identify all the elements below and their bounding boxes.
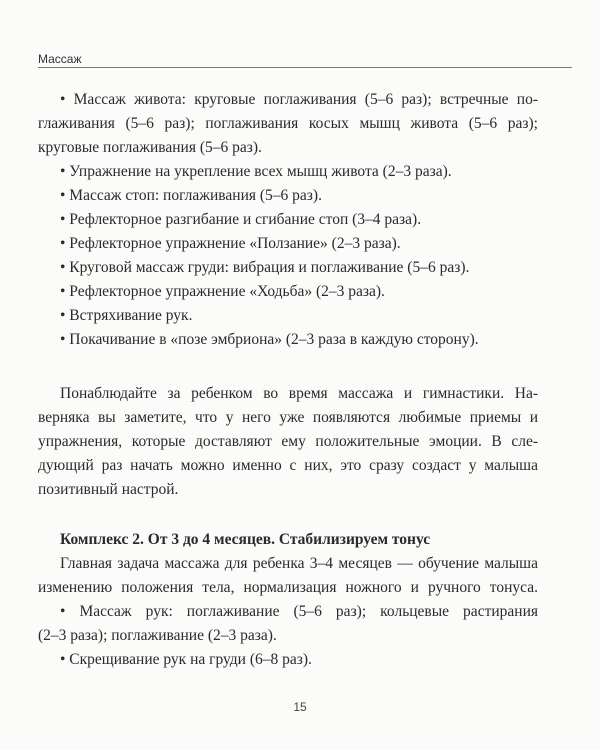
list-item: • Рефлекторное упражнение «Ползание» (2–3 раза).: [60, 235, 401, 252]
exercise-list: [38, 88, 538, 352]
section-2: [38, 528, 538, 672]
list-item: • Упражнение на укрепление всех мышц живота (2–3 раза).: [60, 163, 452, 180]
observation-paragraph: [38, 382, 538, 502]
paragraph-line: изменению положения тела, нормализация ножного и ручного тонуса.: [38, 579, 538, 596]
section-heading: Комплекс 2. От 3 до 4 месяцев. Стабилизируем тонус: [60, 531, 431, 548]
page-number: 15: [293, 700, 307, 714]
list-item: • Встряхивание рук.: [60, 307, 193, 324]
list-item-continuation: круговые поглаживания (5–6 раз).: [38, 139, 262, 156]
paragraph-line: Понаблюдайте за ребенком во время массажа и гимнастики. На-: [60, 385, 538, 402]
paragraph-line: Главная задача массажа для ребенка 3–4 месяцев — обучение малыша: [60, 555, 538, 572]
list-item: • Скрещивание рук на груди (6–8 раз).: [60, 651, 312, 668]
list-item-continuation: (2–3 раза); поглаживание (2–3 раза).: [38, 627, 277, 644]
list-item: • Массаж живота: круговые поглаживания (5–6 раз); встречные по-: [60, 91, 538, 108]
list-item-continuation: глаживания (5–6 раз); поглаживания косых мышц живота (5–6 раз);: [38, 115, 538, 132]
header-divider: [38, 67, 572, 68]
running-header: Массаж: [38, 52, 82, 66]
paragraph-line: позитивный настрой.: [38, 481, 179, 498]
list-item: • Покачивание в «позе эмбриона» (2–3 раза в каждую сторону).: [60, 331, 479, 348]
paragraph-line: упражнения, которые доставляют ему положительные эмоции. В сле-: [38, 433, 538, 450]
list-item: • Рефлекторное разгибание и сгибание стоп (3–4 раза).: [60, 211, 422, 228]
list-item: • Массаж стоп: поглаживания (5–6 раз).: [60, 187, 322, 204]
paragraph-line: верняка вы заметите, что у него уже появляются любимые приемы и: [38, 409, 538, 426]
list-item: • Круговой массаж груди: вибрация и поглаживание (5–6 раз).: [60, 259, 470, 276]
list-item: • Массаж рук: поглаживание (5–6 раз); кольцевые растирания: [60, 603, 538, 620]
list-item: • Рефлекторное упражнение «Ходьба» (2–3 раза).: [60, 283, 385, 300]
paragraph-line: дующий раз начать можно именно с них, это сразу создаст у малыша: [38, 457, 538, 474]
